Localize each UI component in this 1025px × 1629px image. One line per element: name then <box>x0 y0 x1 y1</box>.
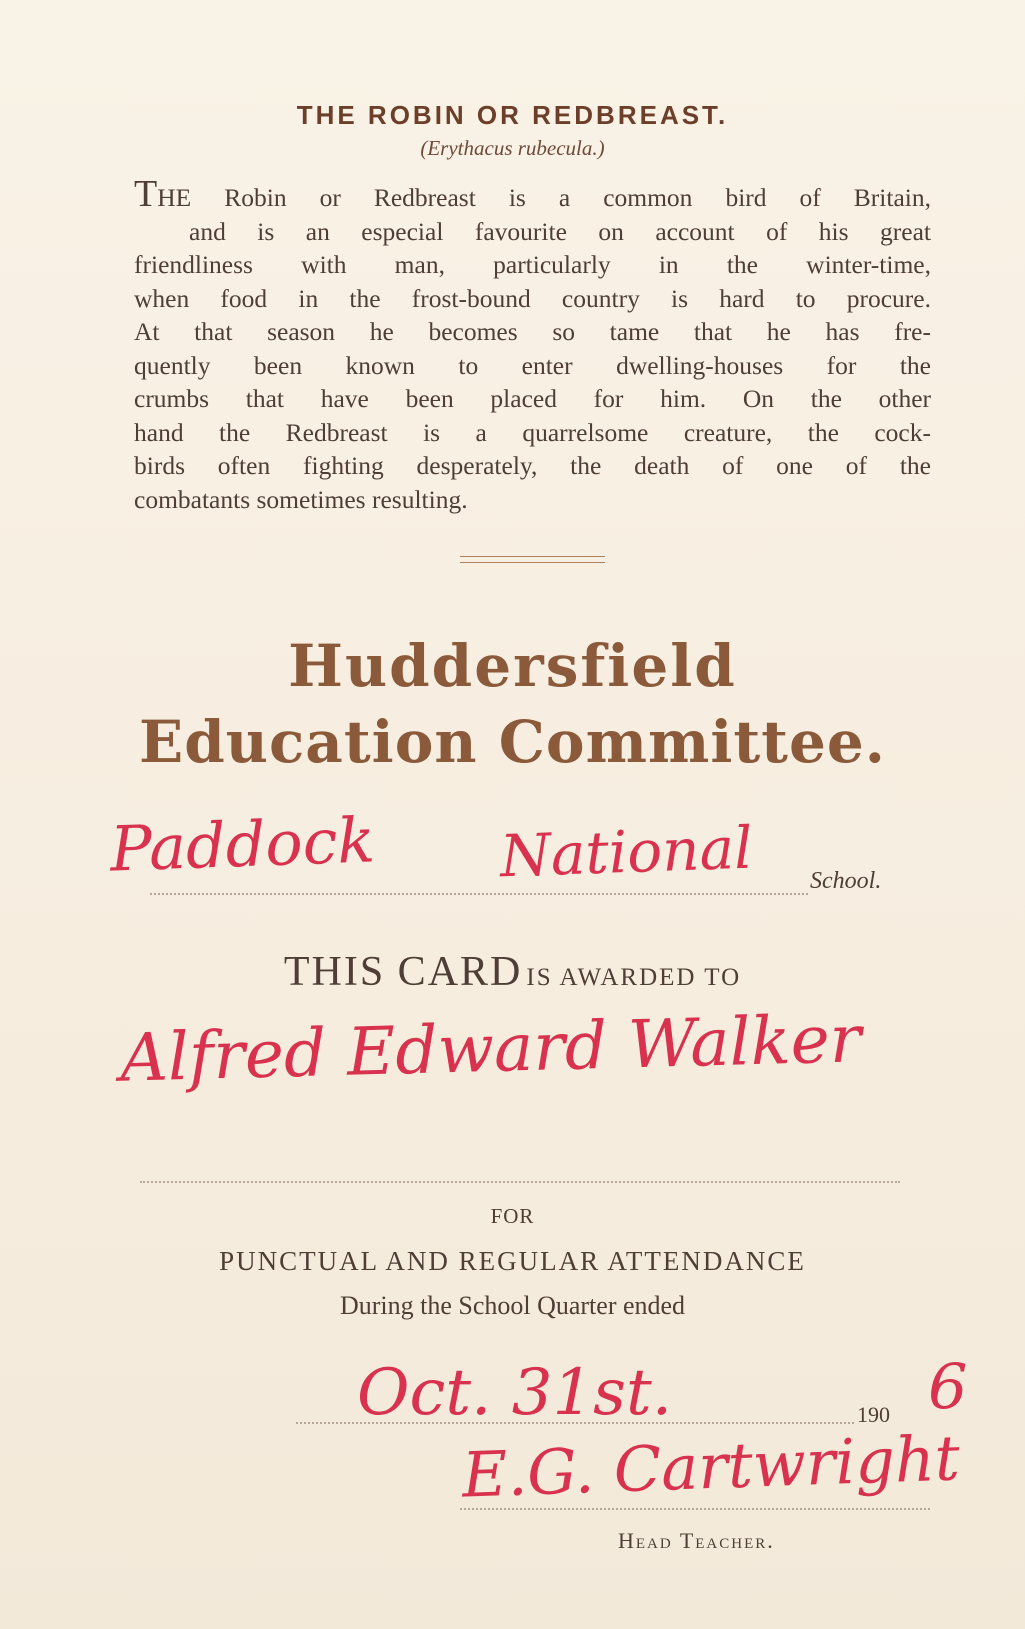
this-card-text: THIS CARD <box>283 949 523 995</box>
divider-rule-top <box>460 556 605 557</box>
head-teacher-signature: E.G. Cartwright <box>460 1421 961 1512</box>
latin-name: (Erythacus rubecula.) <box>420 136 605 160</box>
date-dotted-line <box>296 1422 854 1424</box>
paragraph-line: friendliness with man, particularly in the winter-time, <box>134 250 931 279</box>
card-title: THE ROBIN OR REDBREAST. <box>296 100 729 130</box>
paragraph-line: and is an especial favourite on account of his great <box>189 216 931 246</box>
committee-name-line2: Education Committee. <box>139 708 886 776</box>
drop-cap: T <box>134 173 158 215</box>
paragraph-line: At that season he becomes so tame that he has fre- <box>134 317 931 346</box>
school-name-handwritten-2: National <box>498 813 754 891</box>
paragraph-line: birds often fighting desperately, the death of one of the <box>134 451 931 480</box>
robin-description <box>134 173 931 516</box>
paragraph-line: hand the Redbreast is a quarrelsome creature, the cock- <box>134 417 931 447</box>
awarded-line <box>0 948 1025 996</box>
head-teacher-label: Head Teacher. <box>618 1528 775 1553</box>
school-dotted-line <box>150 893 808 895</box>
for-label: FOR <box>490 1204 535 1228</box>
year-handwritten: 6 <box>928 1350 968 1423</box>
paragraph-line: THE Robin or Redbreast is a common bird of Britain, <box>134 173 931 215</box>
quarter-ended-label: During the School Quarter ended <box>339 1291 686 1320</box>
paragraph-line: crumbs that have been placed for him. On the other <box>134 384 931 413</box>
recipient-name-handwritten: Alfred Edward Walker <box>119 1000 863 1097</box>
recipient-dotted-line <box>140 1181 900 1183</box>
paragraph-line: when food in the frost-bound country is hard to procure. <box>134 283 931 313</box>
paragraph-line: quently been known to enter dwelling-houses for the <box>134 350 931 380</box>
paragraph-line: combatants sometimes resulting. <box>134 484 468 514</box>
signature-dotted-line <box>460 1508 930 1510</box>
school-label: School. <box>810 868 882 894</box>
school-name-handwritten-1: Paddock <box>108 803 377 886</box>
divider-rule-bottom <box>460 562 605 563</box>
year-prefix: 190 <box>857 1402 890 1427</box>
attendance-reason: PUNCTUAL AND REGULAR ATTENDANCE <box>219 1246 806 1276</box>
is-awarded-to-text: IS AWARDED TO <box>526 964 742 991</box>
date-handwritten: Oct. 31st. <box>357 1356 673 1430</box>
committee-name-line1: Huddersfield <box>288 632 737 700</box>
